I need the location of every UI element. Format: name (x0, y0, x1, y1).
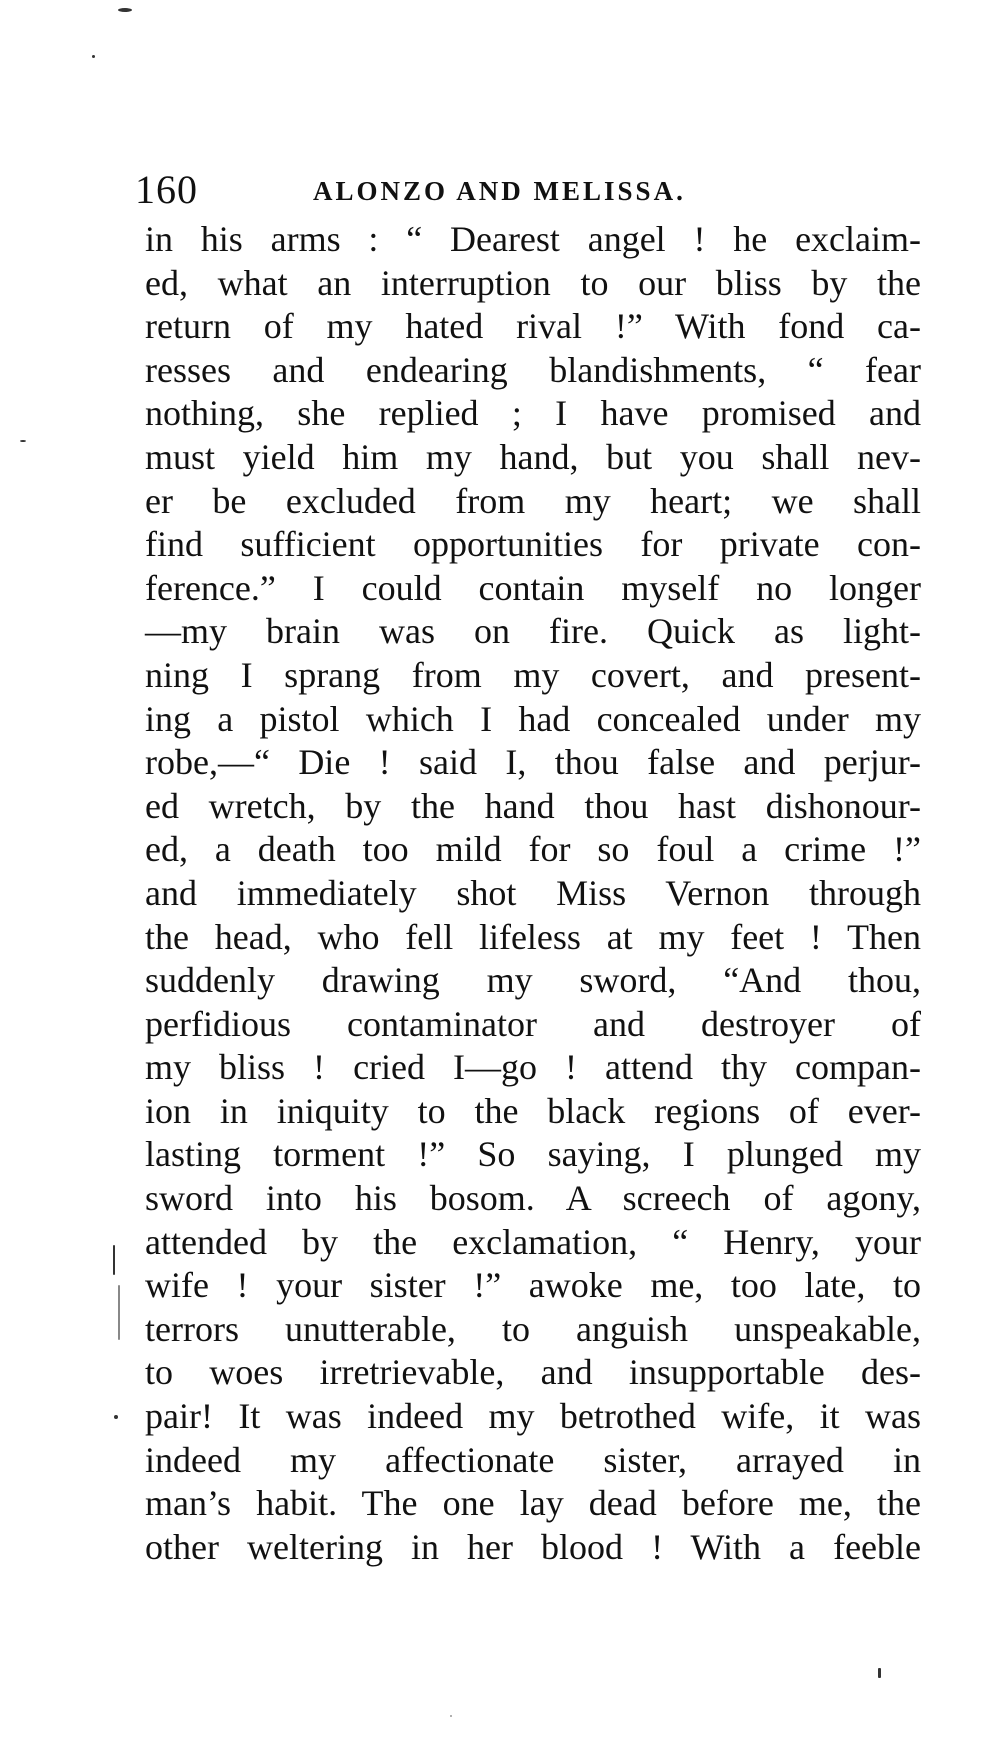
text-line: ing a pistol which I had concealed under my (145, 698, 921, 739)
ink-speck (113, 1245, 115, 1275)
ink-speck (118, 1285, 120, 1340)
text-line: other weltering in her blood ! With a feeble (145, 1526, 921, 1567)
text-line: ed wretch, by the hand thou hast dishonour- (145, 785, 921, 826)
text-line: indeed my affectionate sister, arrayed in (145, 1439, 921, 1480)
text-line: sword into his bosom. A screech of agony, (145, 1178, 921, 1219)
text-line: robe,—“ Die ! said I, thou false and perjur- (145, 742, 921, 783)
text-line: and immediately shot Miss Vernon through (145, 872, 921, 913)
text-line: ion in iniquity to the black regions of ever- (145, 1090, 921, 1131)
text-line: the head, who fell lifeless at my feet ! Then (145, 916, 921, 957)
ink-speck (114, 1415, 118, 1419)
text-line: resses and endearing blandishments, “ fear (145, 349, 921, 390)
text-line: ed, a death too mild for so foul a crime !” (145, 829, 921, 870)
text-line: lasting torment !” So saying, I plunged my (145, 1134, 921, 1175)
page-header (135, 165, 835, 215)
text-line: my bliss ! cried I—go ! attend thy compan- (145, 1047, 921, 1088)
running-title: ALONZO AND MELISSA. (313, 176, 686, 206)
text-line: attended by the exclamation, “ Henry, your (145, 1221, 921, 1262)
text-line: suddenly drawing my sword, “And thou, (145, 960, 921, 1001)
text-line: must yield him my hand, but you shall nev- (145, 436, 921, 477)
text-line: return of my hated rival !” With fond ca- (145, 306, 921, 347)
text-line: ed, what an interruption to our bliss by the (145, 262, 921, 303)
text-line: in his arms : “ Dearest angel ! he exclaim- (145, 219, 921, 259)
ink-speck (92, 55, 95, 58)
text-line: terrors unutterable, to anguish unspeakable, (145, 1308, 921, 1349)
text-line: —my brain was on fire. Quick as light- (145, 611, 921, 652)
text-line: find sufficient opportunities for private con- (145, 524, 921, 565)
ink-speck (118, 8, 132, 12)
body-text (145, 218, 921, 1569)
text-line: to woes irretrievable, and insupportable des- (145, 1352, 921, 1393)
text-line: ference.” I could contain myself no longer (145, 567, 921, 608)
text-line: pair! It was indeed my betrothed wife, it was (145, 1396, 921, 1437)
text-line: er be excluded from my heart; we shall (145, 480, 921, 521)
ink-speck (878, 1668, 881, 1678)
text-line: nothing, she replied ; I have promised and (145, 393, 921, 434)
text-line: man’s habit. The one lay dead before me, the (145, 1483, 921, 1524)
ink-speck (20, 440, 26, 442)
text-line: ning I sprang from my covert, and present- (145, 654, 921, 695)
text-line: wife ! your sister !” awoke me, too late, to (145, 1265, 921, 1306)
text-line: perfidious contaminator and destroyer of (145, 1003, 921, 1044)
page-number: 160 (135, 167, 198, 212)
ink-speck (450, 1715, 452, 1717)
